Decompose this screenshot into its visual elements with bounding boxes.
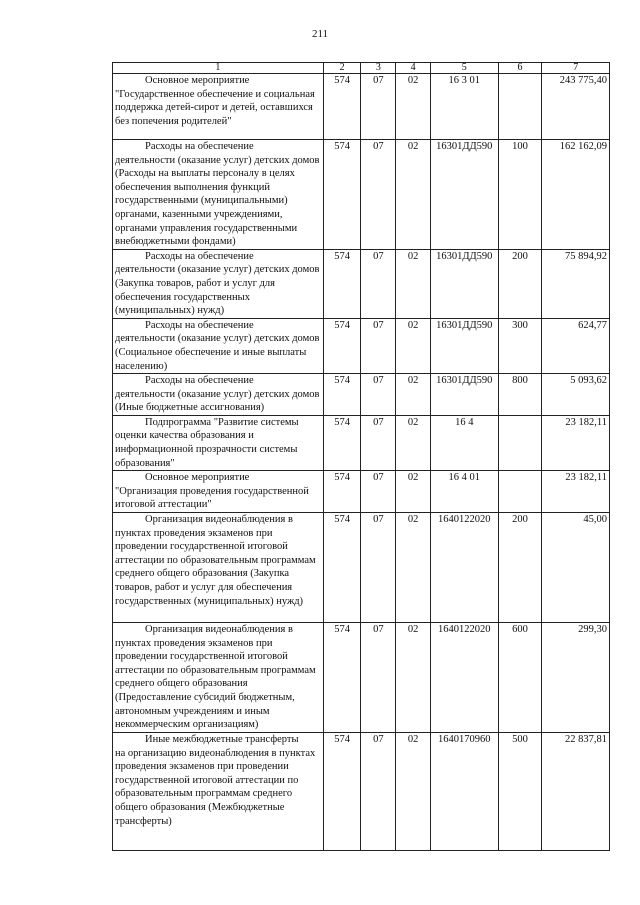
target-item-code: 16301ДД590: [431, 140, 498, 250]
header-col-3: 3: [361, 63, 396, 74]
expense-type-code: 600: [498, 623, 542, 733]
section-code: 07: [361, 318, 396, 373]
section-code: 07: [361, 415, 396, 470]
row-description-rest: деятельности (оказание услуг) детских домов (Расходы на выплаты персоналу в целях обеспечения выполнения функций государственными (муниципальными) органами, казенными учреждениями, органами управления государственными внебюджетными фондами): [115, 154, 320, 248]
row-description-first: Иные межбюджетные трансферты: [145, 734, 299, 746]
ministry-code: 574: [323, 318, 361, 373]
subsection-code: 02: [396, 374, 431, 416]
section-code: 07: [361, 249, 396, 318]
section-code: 07: [361, 471, 396, 513]
section-code: 07: [361, 74, 396, 140]
table-row: [113, 623, 610, 733]
header-col-6: 6: [498, 63, 542, 74]
subsection-code: 02: [396, 140, 431, 250]
row-description: [113, 415, 324, 470]
row-description: [113, 249, 324, 318]
ministry-code: 574: [323, 415, 361, 470]
target-item-code: 16 4 01: [431, 471, 498, 513]
target-item-code: 16301ДД590: [431, 374, 498, 416]
row-description-rest: пунктах проведения экзаменов при проведении государственной итоговой аттестации по образовательным программам среднего общего образования (Закупка товаров, работ и услуг для обеспечения государственных (муниципальных) нужд): [115, 527, 316, 607]
ministry-code: 574: [323, 249, 361, 318]
header-col-2: 2: [323, 63, 361, 74]
row-description-rest: "Организация проведения государственной итоговой аттестации": [115, 485, 309, 511]
row-description-rest: на организацию видеонаблюдения в пунктах проведения экзаменов при проведении государственной итоговой аттестации по образовательным программам среднего общего образования (Межбюджетные трансферты): [115, 747, 316, 827]
subsection-code: 02: [396, 623, 431, 733]
ministry-code: 574: [323, 623, 361, 733]
row-description-rest: деятельности (оказание услуг) детских домов (Социальное обеспечение и иные выплаты населению): [115, 333, 320, 372]
row-description: [113, 140, 324, 250]
ministry-code: 574: [323, 140, 361, 250]
target-item-code: 16 4: [431, 415, 498, 470]
row-description-rest: деятельности (оказание услуг) детских домов (Закупка товаров, работ и услуг для обеспечения государственных (муниципальных) нужд): [115, 264, 320, 317]
row-description-first: Основное мероприятие: [145, 472, 250, 484]
target-item-code: 16 3 01: [431, 74, 498, 140]
section-code: 07: [361, 374, 396, 416]
row-description-first: Расходы на обеспечение: [145, 141, 254, 152]
ministry-code: 574: [323, 513, 361, 623]
table-row: [113, 74, 610, 140]
table-row: [113, 249, 610, 318]
header-col-7: 7: [542, 63, 610, 74]
section-code: 07: [361, 513, 396, 623]
subsection-code: 02: [396, 74, 431, 140]
amount: 75 894,92: [542, 249, 610, 318]
row-description-first: Организация видеонаблюдения в: [145, 514, 293, 526]
table-row: [113, 318, 610, 373]
section-code: 07: [361, 140, 396, 250]
table-row: [113, 513, 610, 623]
expense-type-code: 800: [498, 374, 542, 416]
row-description: [113, 74, 324, 140]
subsection-code: 02: [396, 415, 431, 470]
expense-type-code: [498, 471, 542, 513]
table-row: [113, 140, 610, 250]
subsection-code: 02: [396, 513, 431, 623]
expense-type-code: 200: [498, 513, 542, 623]
table-row: [113, 374, 610, 416]
row-description-rest: "Государственное обеспечение и социальная поддержка детей-сирот и детей, оставшихся без попечения родителей": [115, 88, 315, 127]
amount: 5 093,62: [542, 374, 610, 416]
target-item-code: 1640122020: [431, 513, 498, 623]
target-item-code: 16301ДД590: [431, 318, 498, 373]
row-description-first: Подпрограмма "Развитие системы: [145, 416, 299, 428]
subsection-code: 02: [396, 733, 431, 851]
amount: 23 182,11: [542, 415, 610, 470]
header-col-1: 1: [113, 63, 324, 74]
amount: 23 182,11: [542, 471, 610, 513]
row-description-first: Организация видеонаблюдения в: [145, 624, 293, 636]
expense-type-code: 200: [498, 249, 542, 318]
ministry-code: 574: [323, 733, 361, 851]
row-description: [113, 623, 324, 733]
header-col-4: 4: [396, 63, 431, 74]
amount: 624,77: [542, 318, 610, 373]
target-item-code: 1640170960: [431, 733, 498, 851]
row-description-first: Основное мероприятие: [145, 75, 250, 86]
ministry-code: 574: [323, 471, 361, 513]
section-code: 07: [361, 623, 396, 733]
target-item-code: 1640122020: [431, 623, 498, 733]
table-row: [113, 471, 610, 513]
row-description: [113, 471, 324, 513]
expense-type-code: 300: [498, 318, 542, 373]
amount: 22 837,81: [542, 733, 610, 851]
row-description: [113, 318, 324, 373]
amount: 45,00: [542, 513, 610, 623]
target-item-code: 16301ДД590: [431, 249, 498, 318]
expense-type-code: [498, 74, 542, 140]
expense-type-code: [498, 415, 542, 470]
subsection-code: 02: [396, 249, 431, 318]
row-description: [113, 374, 324, 416]
subsection-code: 02: [396, 471, 431, 513]
expense-type-code: 100: [498, 140, 542, 250]
row-description-rest: деятельности (оказание услуг) детских домов (Иные бюджетные ассигнования): [115, 388, 320, 414]
row-description-rest: пунктах проведения экзаменов при проведении государственной итоговой аттестации по образовательным программам среднего общего образования (Предоставление субсидий бюджетным, автономным учреждениям и иным некоммерческим организациям): [115, 637, 316, 731]
amount: 299,30: [542, 623, 610, 733]
amount: 162 162,09: [542, 140, 610, 250]
header-row: [113, 63, 610, 74]
row-description: [113, 733, 324, 851]
budget-table: [112, 62, 610, 851]
amount: 243 775,40: [542, 74, 610, 140]
table-row: [113, 415, 610, 470]
row-description: [113, 513, 324, 623]
row-description-first: Расходы на обеспечение: [145, 375, 254, 387]
ministry-code: 574: [323, 374, 361, 416]
row-description-first: Расходы на обеспечение: [145, 319, 254, 331]
page-number: 211: [311, 28, 329, 40]
row-description-first: Расходы на обеспечение: [145, 250, 254, 262]
header-col-5: 5: [431, 63, 498, 74]
subsection-code: 02: [396, 318, 431, 373]
ministry-code: 574: [323, 74, 361, 140]
section-code: 07: [361, 733, 396, 851]
table-row: [113, 733, 610, 851]
row-description-rest: оценки качества образования и информационной прозрачности системы образования": [115, 430, 298, 469]
expense-type-code: 500: [498, 733, 542, 851]
